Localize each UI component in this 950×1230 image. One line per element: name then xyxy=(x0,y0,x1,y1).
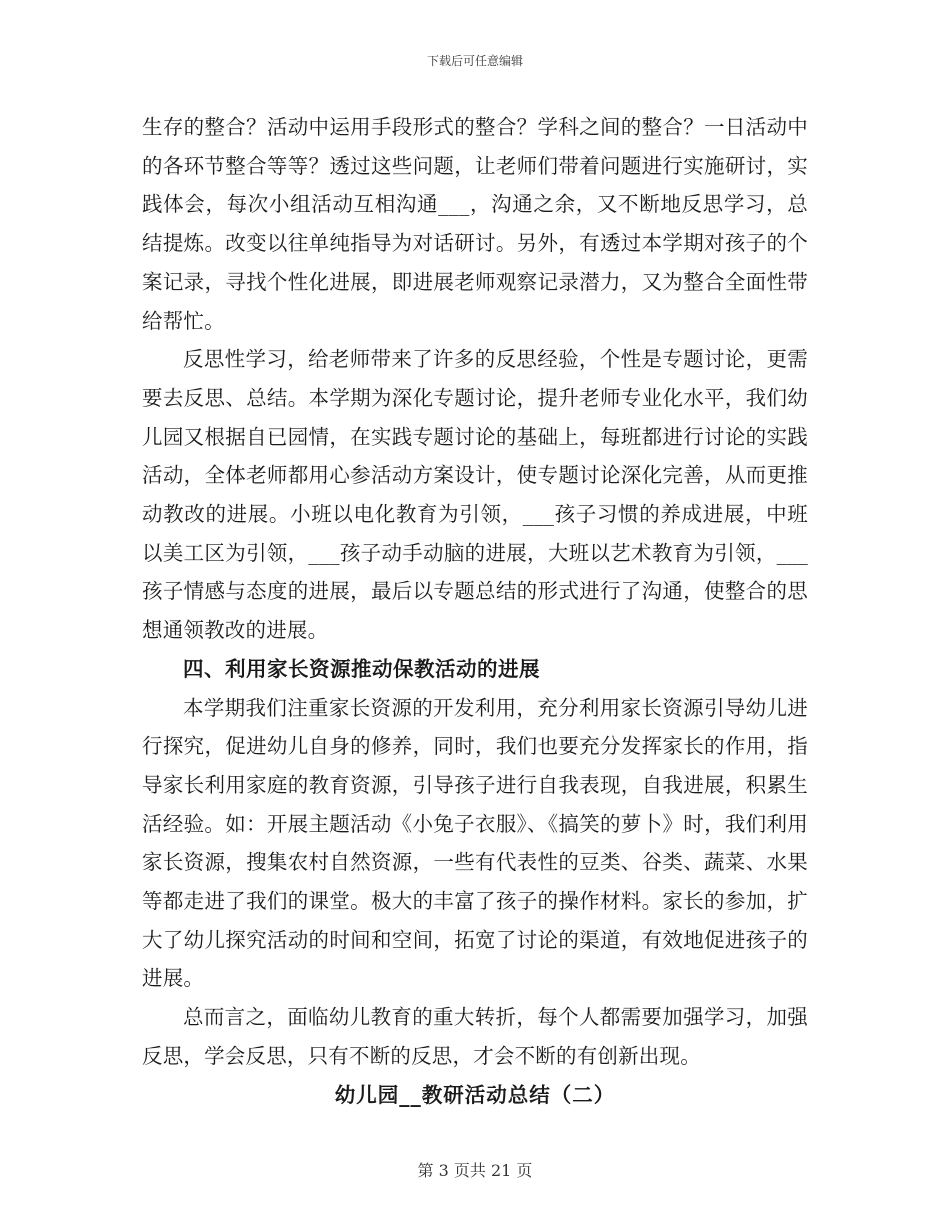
page-header: 下载后可任意编辑 xyxy=(426,54,523,68)
paragraph-reflective-learning: 反思性学习，给老师带来了许多的反思经验，个性是专题讨论，更需要去反思、总结。本学期为深化专题讨论，提升老师专业化水平，我们幼儿园又根据自已园情，在实践专题讨论的基础上，每班都进行讨论的实践活动，全体老师都用心参活动方案设计，使专题讨论深化完善，从而更推动教改的进展。小班以电化教育为引领，___孩子习惯的养成进展，中班以美工区为引领，___孩子动手动脑的进展，大班以艺术教育为引领，___孩子情感与态度的进展，最后以专题总结的形式进行了沟通，使整合的思想通领教改的进展。 xyxy=(142,347,808,643)
document-body xyxy=(142,108,808,1114)
next-document-title: 幼儿园__教研活动总结（二） xyxy=(334,1082,616,1107)
page-number-footer: 第 3 页共 21 页 xyxy=(417,1161,533,1180)
paragraph-parent-resources: 本学期我们注重家长资源的开发利用，充分利用家长资源引导幼儿进行探究，促进幼儿自身的修养，同时，我们也要充分发挥家长的作用，指导家长利用家庭的教育资源，引导孩子进行自我表现，自我进展，积累生活经验。如：开展主题活动《小兔子衣服》、《搞笑的萝卜》时，我们利用家长资源，搜集农村自然资源，一些有代表性的豆类、谷类、蔬菜、水果等都走进了我们的课堂。极大的丰富了孩子的操作材料。家长的参加，扩大了幼儿探究活动的时间和空间，拓宽了讨论的渠道，有效地促进孩子的进展。 xyxy=(142,695,808,991)
section-heading-4: 四、利用家长资源推动保教活动的进展 xyxy=(183,656,540,681)
paragraph-conclusion: 总而言之，面临幼儿教育的重大转折，每个人都需要加强学习，加强反思，学会反思，只有不断的反思，才会不断的有创新出现。 xyxy=(142,1005,808,1068)
paragraph-continuation: 生存的整合？活动中运用手段形式的整合？学科之间的整合？一日活动中的各环节整合等等？透过这些问题，让老师们带着问题进行实施研讨，实践体会，每次小组活动互相沟通___，沟通之余，又不断地反思学习，总结提炼。改变以往单纯指导为对话研讨。另外，有透过本学期对孩子的个案记录，寻找个性化进展，即进展老师观察记录潜力，又为整合全面性带给帮忙。 xyxy=(142,115,808,333)
